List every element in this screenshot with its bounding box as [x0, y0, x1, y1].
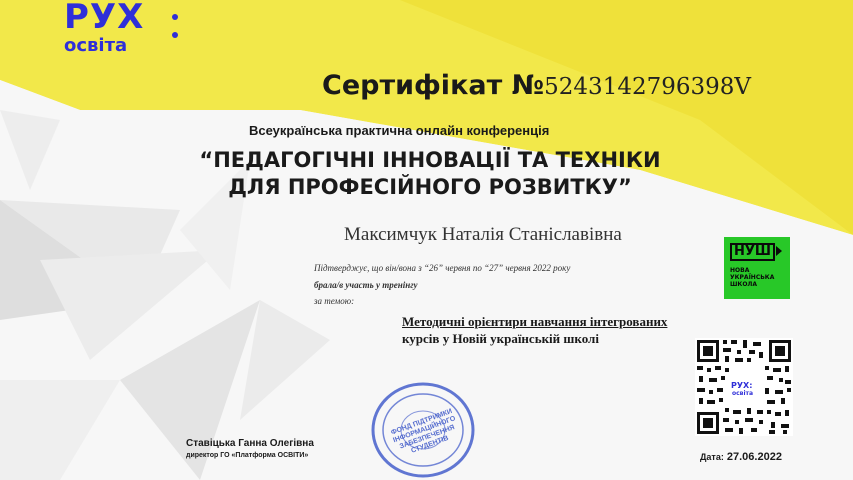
nush-badge-main: НУШ — [730, 243, 775, 261]
certificate-word: Сертифікат № — [322, 70, 545, 101]
topic-line-2: курсів у Новій українській школі — [402, 331, 599, 346]
topic-line-1: Методичні орієнтири навчання інтегрованих — [402, 314, 668, 329]
recipient-name: Максимчук Наталія Станіславівна — [344, 224, 622, 245]
qr-badge-sub: освіта — [732, 390, 754, 397]
nush-sub-line-2: УКРАЇНСЬКА — [730, 274, 775, 281]
date-value: 27.06.2022 — [726, 451, 782, 463]
nush-sub-line-3: ШКОЛА — [730, 281, 758, 288]
certificate-number: 5243142796398V — [544, 74, 751, 100]
logo-sub-text: освіта — [64, 35, 128, 56]
nush-badge-subtitle — [730, 267, 786, 288]
issue-date — [700, 451, 782, 463]
qr-logo-badge — [730, 380, 758, 400]
nush-sub-line-1: НОВА — [730, 267, 750, 274]
signer-name: Ставіцька Ганна Олегівна — [186, 438, 314, 449]
conference-type: Всеукраїнська практична онлайн конференція — [249, 123, 550, 138]
certificate-title — [322, 70, 751, 101]
logo-main-text: РУХ — [64, 0, 145, 37]
stamp-text: ФОНД ПІДТРИМКИ ІНФОРМАЦІЙНОГО ЗАБЕЗПЕЧЕННЯ СТУДЕНТІВ — [390, 407, 457, 455]
conference-title-line-2: ДЛЯ ПРОФЕСІЙНОГО РОЗВИТКУ” — [228, 175, 632, 199]
conference-title — [160, 147, 700, 201]
logo-colon-icon — [172, 14, 178, 50]
date-label: Дата: — [700, 452, 724, 462]
participated-line: брала/в участь у тренінгу — [314, 280, 418, 290]
confirm-line: Підтверджує, що він/вона з “26” червня по “27” червня 2022 року — [314, 263, 571, 273]
training-topic — [402, 313, 667, 347]
play-arrow-icon — [776, 246, 782, 256]
conference-title-line-1: “ПЕДАГОГІЧНІ ІННОВАЦІЇ ТА ТЕХНІКИ — [199, 148, 661, 172]
on-topic-line: за темою: — [314, 296, 355, 306]
signer-role: директор ГО «Платформа ОСВІТИ» — [186, 452, 309, 459]
nush-badge — [724, 237, 790, 299]
qr-badge-main: РУХ: — [731, 381, 753, 390]
ruh-osvita-logo — [64, 0, 144, 56]
